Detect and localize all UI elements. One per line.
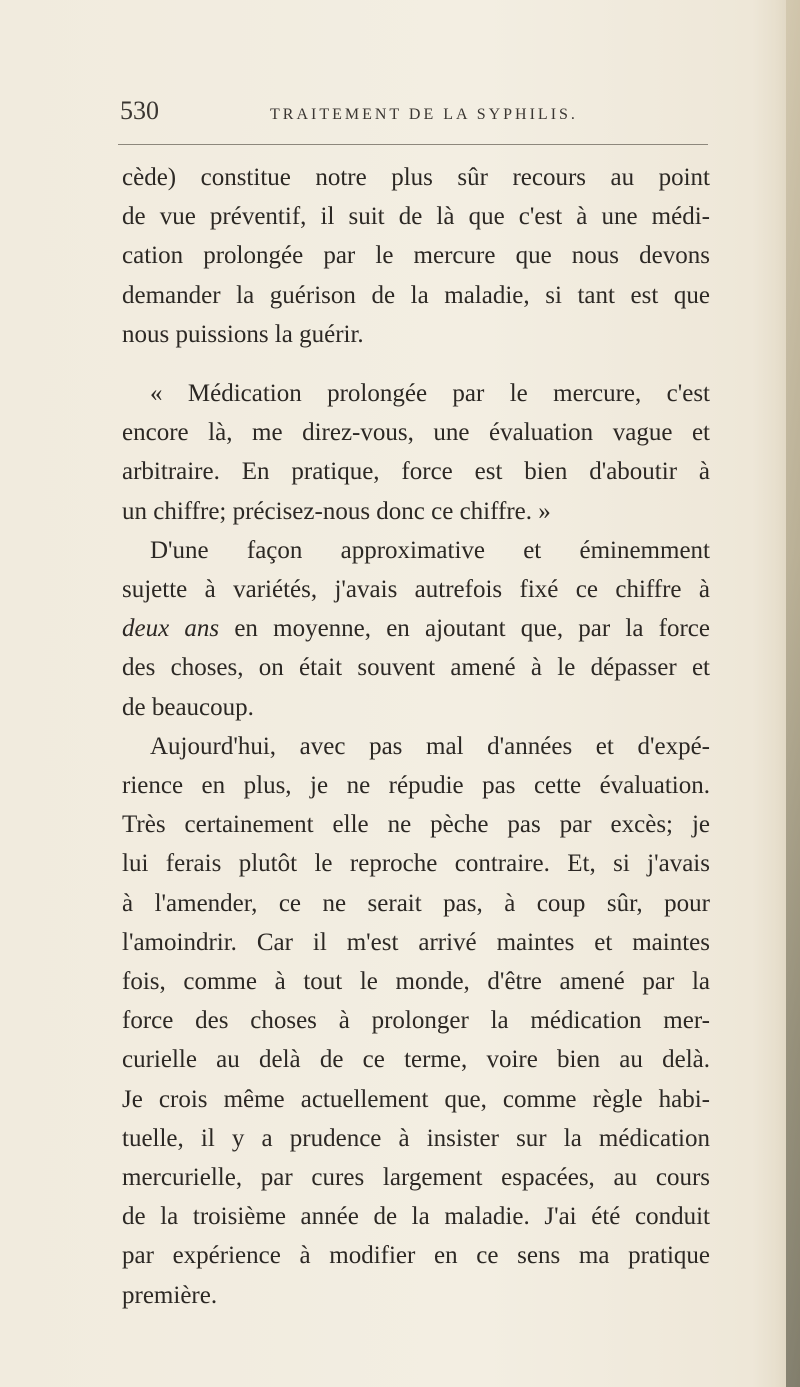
- italic-phrase: deux ans: [122, 615, 220, 643]
- text-line-with-italic: [122, 609, 710, 648]
- paragraph-3: [122, 531, 710, 727]
- text-line: Je crois même actuellement que, comme règle habi-: [122, 1085, 710, 1113]
- text-line: nous puissions la guérir.: [122, 320, 364, 348]
- text-line: rience en plus, je ne répudie pas cette évaluation.: [122, 772, 710, 800]
- text-line: première.: [122, 1281, 218, 1309]
- text-line: de beaucoup.: [122, 693, 254, 721]
- paragraph-1: [122, 158, 710, 354]
- text-line: D'une façon approximative et éminemment: [150, 536, 710, 564]
- paragraph-4: [122, 727, 710, 1315]
- text-line: force des choses à prolonger la médication mer-: [122, 1007, 710, 1035]
- page-number: 530: [120, 96, 159, 125]
- text-line: par expérience à modifier en ce sens ma pratique: [122, 1242, 710, 1270]
- page-header: [120, 96, 710, 132]
- text-line: mercurielle, par cures largement espacées, au cours: [122, 1164, 710, 1192]
- text-line: cation prolongée par le mercure que nous devons: [122, 242, 710, 270]
- text-line: fois, comme à tout le monde, d'être amené par la: [122, 968, 710, 996]
- page-edge-shadow: [786, 0, 800, 1387]
- running-head: TRAITEMENT DE LA SYPHILIS.: [270, 106, 578, 123]
- header-rule: [118, 144, 708, 145]
- text-line: de vue préventif, il suit de là que c'est à une médi-: [122, 203, 710, 231]
- text-line: lui ferais plutôt le reproche contraire. Et, si j'avais: [122, 850, 710, 878]
- text-line: « Médication prolongée par le mercure, c'est: [150, 380, 710, 408]
- text-line: curielle au delà de ce terme, voire bien au delà.: [122, 1046, 710, 1074]
- paragraph-2: [122, 374, 710, 531]
- body-text: [122, 158, 710, 1315]
- text-line: tuelle, il y a prudence à insister sur la médication: [122, 1124, 710, 1152]
- text-line: Très certainement elle ne pèche pas par excès; je: [122, 811, 710, 839]
- text-line: demander la guérison de la maladie, si tant est que: [122, 281, 710, 309]
- text-line: arbitraire. En pratique, force est bien d'aboutir à: [122, 458, 710, 486]
- text-line: sujette à variétés, j'avais autrefois fixé ce chiffre à: [122, 576, 710, 604]
- text-line: des choses, on était souvent amené à le dépasser et: [122, 654, 710, 682]
- text-line: encore là, me direz-vous, une évaluation vague et: [122, 419, 710, 447]
- text-line: un chiffre; précisez-nous donc ce chiffre. »: [122, 497, 551, 525]
- text-line: Aujourd'hui, avec pas mal d'années et d'expé-: [150, 732, 710, 760]
- text-line: à l'amender, ce ne serait pas, à coup sûr, pour: [122, 889, 710, 917]
- text-line: cède) constitue notre plus sûr recours au point: [122, 164, 710, 191]
- text-line: de la troisième année de la maladie. J'ai été conduit: [122, 1203, 710, 1231]
- text-line: l'amoindrir. Car il m'est arrivé maintes et maintes: [122, 928, 710, 956]
- text-fragment: en moyenne, en ajoutant que, par la force: [219, 615, 710, 643]
